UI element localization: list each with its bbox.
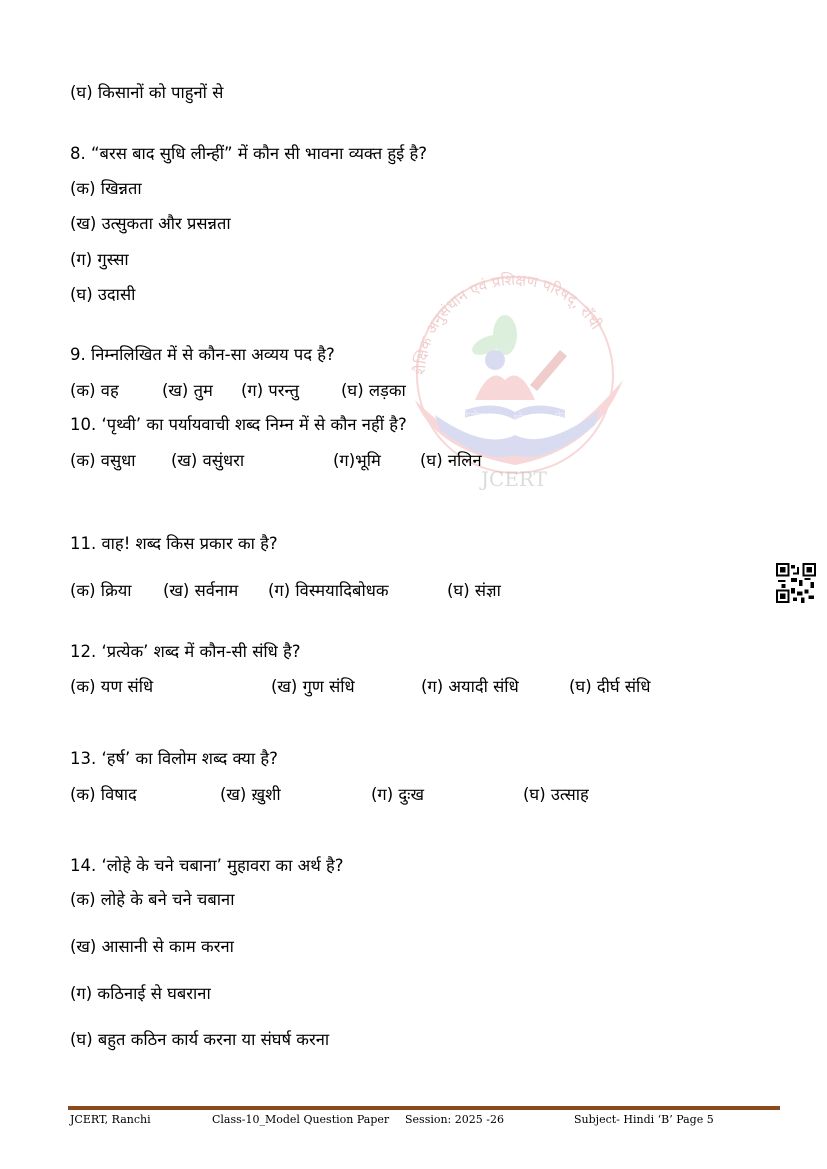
footer-subject-page: Subject- Hindi ‘B’ Page 5 — [574, 1113, 714, 1126]
q8-option-ka: (क) खिन्नता — [70, 179, 142, 198]
q13-option-ga: (ग) दुःख — [371, 785, 425, 804]
q10-option-gha: (घ) नलिन — [420, 451, 482, 470]
q12-option-kha: (ख) गुण संधि — [271, 677, 355, 696]
footer-paper: Class-10_Model Question Paper — [212, 1113, 390, 1126]
q14-option-ga: (ग) कठिनाई से घबराना — [70, 984, 211, 1003]
q11-option-gha: (घ) संज्ञा — [447, 581, 501, 600]
q11-option-ga: (ग) विस्मयादिबोधक — [268, 581, 389, 600]
q13-option-gha: (घ) उत्साह — [523, 785, 589, 804]
q11-option-ka: (क) क्रिया — [70, 581, 132, 600]
q14-option-kha: (ख) आसानी से काम करना — [70, 937, 234, 956]
question-13: 13. ‘हर्ष’ का विलोम शब्द क्या है? — [70, 749, 278, 768]
q14-option-gha: (घ) बहुत कठिन कार्य करना या संघर्ष करना — [70, 1030, 330, 1049]
q11-option-kha: (ख) सर्वनाम — [163, 581, 239, 600]
q10-option-ka: (क) वसुधा — [70, 451, 136, 470]
watermark-name: JCERT — [481, 467, 547, 490]
q14-option-ka: (क) लोहे के बने चने चबाना — [70, 890, 235, 909]
qr-code-icon — [776, 563, 816, 603]
q9-option-ka: (क) वह — [70, 381, 119, 400]
q12-option-ga: (ग) अयादी संधि — [421, 677, 519, 696]
question-8: 8. “बरस बाद सुधि लीन्हीं” में कौन सी भावना व्यक्त हुई है? — [70, 144, 428, 163]
watermark-motto-2: शोध — [513, 412, 531, 425]
q8-option-gha: (घ) उदासी — [70, 285, 136, 304]
question-12: 12. ‘प्रत्येक’ शब्द में कौन-सी संधि है? — [70, 642, 301, 661]
watermark-motto-3: नेतृत्व — [555, 410, 577, 423]
q13-option-ka: (क) विषाद — [70, 785, 137, 804]
footer-org: JCERT, Ranchi — [70, 1113, 151, 1126]
q7-option-gha: (घ) किसानों को पाहुनों से — [70, 83, 224, 102]
watermark-arc-text: शैक्षिक अनुसंधान एवं प्रशिक्षण परिषद्, राँची — [410, 270, 606, 376]
watermark-motto-1: नवोन्मेष — [453, 410, 485, 423]
footer-session: Session: 2025 -26 — [405, 1113, 504, 1126]
q10-option-kha: (ख) वसुंधरा — [171, 451, 245, 470]
q13-option-kha: (ख) ख़ुशी — [220, 785, 281, 804]
question-11: 11. वाह! शब्द किस प्रकार का है? — [70, 534, 278, 553]
q9-option-kha: (ख) तुम — [162, 381, 213, 400]
q12-option-gha: (घ) दीर्घ संधि — [569, 677, 651, 696]
q8-option-ga: (ग) गुस्सा — [70, 250, 129, 269]
footer-divider — [68, 1106, 780, 1110]
question-10: 10. ‘पृथ्वी’ का पर्यायवाची शब्द निम्न में से कौन नहीं है? — [70, 415, 407, 434]
q12-option-ka: (क) यण संधि — [70, 677, 154, 696]
q9-option-gha: (घ) लड़का — [341, 381, 406, 400]
q10-option-ga: (ग)भूमि — [333, 451, 381, 470]
question-9: 9. निम्नलिखित में से कौन-सा अव्यय पद है? — [70, 345, 335, 364]
q9-option-ga: (ग) परन्तु — [241, 381, 300, 400]
question-14: 14. ‘लोहे के चने चबाना’ मुहावरा का अर्थ है? — [70, 856, 344, 875]
q8-option-kha: (ख) उत्सुकता और प्रसन्नता — [70, 214, 231, 233]
